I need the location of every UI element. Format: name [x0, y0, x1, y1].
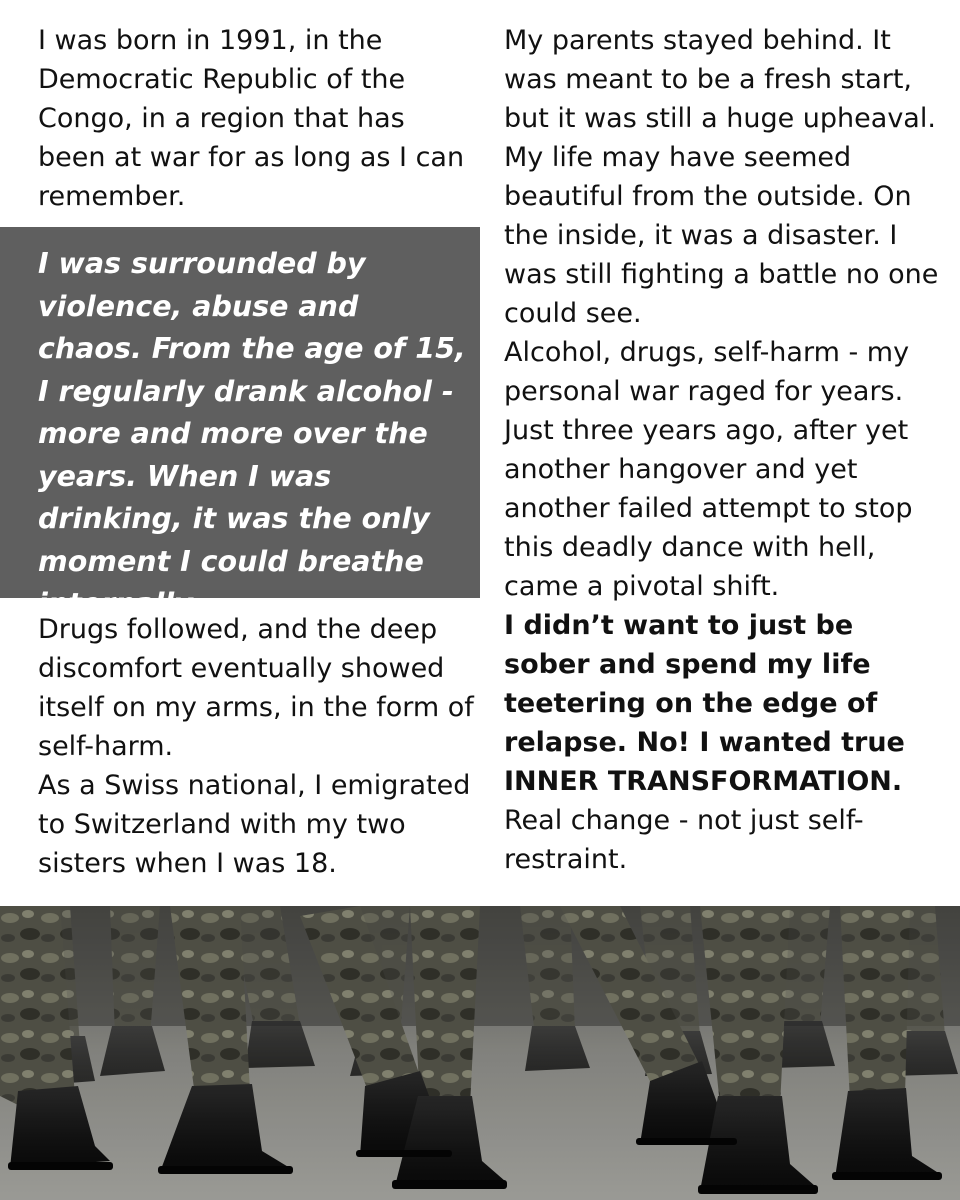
left-column-body: [38, 610, 478, 883]
emigration-paragraph: As a Swiss national, I emigrated to Switzerland with my two sisters when I was 18.: [38, 770, 471, 879]
left-column-intro: [38, 21, 478, 216]
parents-paragraph: My parents stayed behind. It was meant to be a fresh start, but it was still a huge upheaval. My life may have seemed beautiful from the outside. On the inside, it was a disaster. I was still fighting a battle no one could see.: [504, 25, 939, 329]
right-column: [504, 21, 944, 879]
personal-war-paragraph: Alcohol, drugs, self-harm - my personal war raged for years. Just three years ago, after yet another hangover and yet another failed attempt to stop this deadly dance with hell, came a pivotal shift.: [504, 337, 913, 602]
pull-quote-box: [0, 227, 480, 620]
transformation-closing: Real change - not just self-restraint.: [504, 805, 864, 875]
intro-paragraph: I was born in 1991, in the Democratic Republic of the Congo, in a region that has been at war for as long as I can remember.: [38, 25, 465, 212]
soldiers-marching-photo: [0, 906, 960, 1200]
pull-quote-text: I was surrounded by violence, abuse and chaos. From the age of 15, I regularly drank alcohol - more and more over the years. When I was drinking, it was the only moment I could breathe internally.: [38, 247, 466, 620]
drugs-paragraph: Drugs followed, and the deep discomfort eventually showed itself on my arms, in the form of self-harm.: [38, 614, 474, 762]
transformation-bold-statement: I didn’t want to just be sober and spend my life teetering on the edge of relapse. No! I wanted true INNER TRANSFORMATION.: [504, 610, 905, 797]
transformation-paragraph: [504, 606, 944, 879]
